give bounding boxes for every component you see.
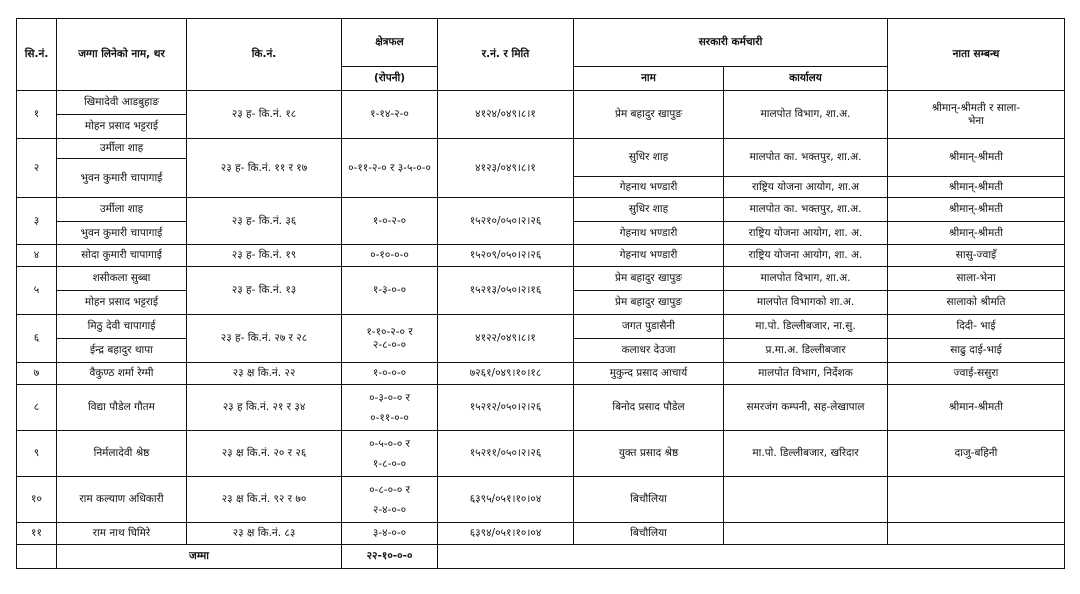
- cell-kitta: २३ ह- कि.नं. १८: [187, 91, 342, 139]
- cell-name: ईन्द्र बहादुर थापा: [57, 339, 187, 363]
- cell-relation: श्रीमान्-श्रीमती र साला-भेना: [888, 91, 1065, 139]
- cell-relation: दिदी- भाई: [888, 315, 1065, 339]
- cell-area: ०-११-२-० र ३-५-०-०: [342, 139, 438, 198]
- cell-reg: १५२१३/०५०।२।१६: [438, 267, 574, 315]
- cell-reg: ४१२२/०४९।८।१: [438, 315, 574, 363]
- cell-emp-office: मा.पो. डिल्लीबजार, खरिदार: [724, 431, 888, 477]
- cell-area: १-०-२-०: [342, 198, 438, 245]
- cell-name: निर्मलादेवी श्रेष्ठ: [57, 431, 187, 477]
- cell-reg: १५२१२/०५०।२।२६: [438, 385, 574, 431]
- header-kitta: कि.नं.: [187, 19, 342, 91]
- cell-emp-name: मुकुन्द प्रसाद आचार्य: [574, 363, 724, 385]
- cell-emp-office: मालपोत विभाग, शा.अ.: [724, 91, 888, 139]
- cell-relation: श्रीमान्-श्रीमती: [888, 177, 1065, 198]
- cell-area: १-१४-२-०: [342, 91, 438, 139]
- cell-kitta: २३ क्ष कि.नं. २० र २६: [187, 431, 342, 477]
- cell-emp-name: सुधिर शाह: [574, 139, 724, 177]
- cell-emp-office: मा.पो. डिल्लीबजार, ना.सु.: [724, 315, 888, 339]
- cell-reg: ७२६१/०४९।१०।१८: [438, 363, 574, 385]
- cell-sn: ९: [17, 431, 57, 477]
- cell-relation: सासु-ज्वाइँ: [888, 245, 1065, 267]
- cell-emp-office: राष्ट्रिय योजना आयोग, शा.अ: [724, 177, 888, 198]
- table-row: [17, 198, 1065, 222]
- cell-relation: ज्वाई-ससुरा: [888, 363, 1065, 385]
- cell-name: मोहन प्रसाद भट्टराई: [57, 115, 187, 139]
- cell-kitta: २३ ह- कि.नं. २७ र २८: [187, 315, 342, 363]
- cell-sn: १: [17, 91, 57, 139]
- cell-name: मोहन प्रसाद भट्टराई: [57, 291, 187, 315]
- cell-name: सोदा कुमारी चापागाई: [57, 245, 187, 267]
- area-line: २-४-०-०: [372, 503, 407, 516]
- cell-sn: ११: [17, 523, 57, 545]
- cell-emp-name: प्रेम बहादुर खापुङ: [574, 91, 724, 139]
- header-area: क्षेत्रफल: [342, 19, 438, 67]
- header-relation: नाता सम्बन्ध: [888, 19, 1065, 91]
- cell-reg: ६३९५/०५१।१०।०४: [438, 477, 574, 523]
- header-employee: सरकारी कर्मचारी: [574, 19, 888, 67]
- cell-sn: ३: [17, 198, 57, 245]
- cell-kitta: २३ क्ष कि.नं. २२: [187, 363, 342, 385]
- cell-relation: [888, 523, 1065, 545]
- cell-sn: २: [17, 139, 57, 198]
- cell-sn: ५: [17, 267, 57, 315]
- total-row: [17, 545, 1065, 569]
- cell-emp-name: गेहनाथ भण्डारी: [574, 245, 724, 267]
- cell-kitta: २३ क्ष कि.नं. ९२ र ७०: [187, 477, 342, 523]
- header-emp-name: नाम: [574, 67, 724, 91]
- land-records-table: [16, 18, 1065, 569]
- cell-emp-office: मालपोत विभागको शा.अ.: [724, 291, 888, 315]
- cell-sn: १०: [17, 477, 57, 523]
- cell-area: ३-४-०-०: [342, 523, 438, 545]
- table-row: [17, 385, 1065, 431]
- header-area-unit: (रोपनी): [342, 67, 438, 91]
- cell-name: राम कल्याण अधिकारी: [57, 477, 187, 523]
- cell-emp-office: मालपोत का. भक्तपुर, शा.अ.: [724, 139, 888, 177]
- cell-emp-office: [724, 523, 888, 545]
- cell-name: खिमादेवी आडबुहाङ: [57, 91, 187, 115]
- cell-emp-name: बिचौलिया: [574, 477, 724, 523]
- cell-name: भुवन कुमारी चापागाई: [57, 159, 187, 198]
- cell-emp-office: मालपोत विभाग, शा.अ.: [724, 267, 888, 291]
- cell-reg: १५२१०/०५०।२।२६: [438, 198, 574, 245]
- cell-relation: साढु दाई-भाई: [888, 339, 1065, 363]
- cell-emp-office: समरजंग कम्पनी, सह-लेखापाल: [724, 385, 888, 431]
- table-row: [17, 139, 1065, 159]
- cell-kitta: २३ ह- कि.नं. १३: [187, 267, 342, 315]
- cell-sn: [17, 545, 57, 569]
- header-reg: र.नं. र मिति: [438, 19, 574, 91]
- area-line: १-८-०-०: [372, 457, 407, 470]
- cell-emp-office: मालपोत का. भक्तपुर, शा.अ.: [724, 198, 888, 222]
- table-row: [17, 523, 1065, 545]
- cell-kitta: २३ क्ष कि.नं. ८३: [187, 523, 342, 545]
- cell-area: [342, 385, 438, 431]
- cell-reg: १५२०९/०५०।२।२६: [438, 245, 574, 267]
- cell-name: राम नाथ घिमिरे: [57, 523, 187, 545]
- cell-emp-office: राष्ट्रिय योजना आयोग, शा. अ.: [724, 245, 888, 267]
- cell-emp-name: गेहनाथ भण्डारी: [574, 177, 724, 198]
- cell-sn: ४: [17, 245, 57, 267]
- cell-area: १-१०-२-० र २-८-०-०: [342, 315, 438, 363]
- cell-relation: दाजु-बहिनी: [888, 431, 1065, 477]
- cell-relation: सालाको श्रीमति: [888, 291, 1065, 315]
- cell-sn: ६: [17, 315, 57, 363]
- cell-relation: [888, 477, 1065, 523]
- cell-emp-office: राष्ट्रिय योजना आयोग, शा. अ.: [724, 222, 888, 245]
- cell-kitta: २३ ह- कि.नं. १९: [187, 245, 342, 267]
- area-line: ०-५-०-० र: [369, 437, 410, 450]
- cell-area: ०-१०-०-०: [342, 245, 438, 267]
- cell-reg: १५२११/०५०।२।२६: [438, 431, 574, 477]
- header-emp-office: कार्यालय: [724, 67, 888, 91]
- cell-name: शसीकला सुब्बा: [57, 267, 187, 291]
- cell-emp-name: प्रेम बहादुर खापुङ: [574, 267, 724, 291]
- area-line: ०-३-०-० र: [369, 391, 410, 404]
- cell-emp-name: प्रेम बहादुर खापुङ: [574, 291, 724, 315]
- cell-emp-name: कलाधर देउजा: [574, 339, 724, 363]
- cell-relation: साला-भेना: [888, 267, 1065, 291]
- cell-emp-name: सुधिर शाह: [574, 198, 724, 222]
- area-line: ०-८-०-० र: [369, 483, 410, 496]
- cell-emp-office: प्र.मा.अ. डिल्लीबजार: [724, 339, 888, 363]
- table-row: [17, 431, 1065, 477]
- table-row: [17, 477, 1065, 523]
- cell-relation: श्रीमान-श्रीमती: [888, 385, 1065, 431]
- cell-relation: श्रीमान्-श्रीमती: [888, 198, 1065, 222]
- total-area: २२-१०-०-०: [342, 545, 438, 569]
- cell-emp-office: मालपोत विभाग, निर्देशक: [724, 363, 888, 385]
- header-name: जग्गा लिनेको नाम, थर: [57, 19, 187, 91]
- area-line: ०-११-०-०: [370, 411, 409, 424]
- cell-sn: ७: [17, 363, 57, 385]
- cell-sn: ८: [17, 385, 57, 431]
- table-row: [17, 315, 1065, 339]
- cell-emp-name: बिनोद प्रसाद पौडेल: [574, 385, 724, 431]
- table-row: [17, 245, 1065, 267]
- cell-kitta: २३ ह- कि.नं. ३६: [187, 198, 342, 245]
- cell-area: [342, 477, 438, 523]
- cell-name: उर्मीला शाह: [57, 198, 187, 222]
- header-sn: सि.नं.: [17, 19, 57, 91]
- cell-name: वैकुण्ठ शर्मा रेग्मी: [57, 363, 187, 385]
- cell-kitta: २३ ह कि.नं. २१ र ३४: [187, 385, 342, 431]
- table-row: [17, 91, 1065, 115]
- cell-name: मिठु देवी चापागाई: [57, 315, 187, 339]
- cell-reg: ४१२३/०४९।८।१: [438, 139, 574, 198]
- cell-emp-name: युक्त प्रसाद श्रेष्ठ: [574, 431, 724, 477]
- cell-kitta: २३ ह- कि.नं. ११ र १७: [187, 139, 342, 198]
- cell-area: १-३-०-०: [342, 267, 438, 315]
- cell-area: [342, 431, 438, 477]
- cell-emp-office: [724, 477, 888, 523]
- total-label: जम्मा: [57, 545, 342, 569]
- cell-area: १-०-०-०: [342, 363, 438, 385]
- cell-emp-name: जगत पुडासैनी: [574, 315, 724, 339]
- cell-name: भुवन कुमारी चापागाई: [57, 222, 187, 245]
- cell-reg: ४१२४/०४९।८।१: [438, 91, 574, 139]
- cell-emp-name: बिचौलिया: [574, 523, 724, 545]
- cell-relation: श्रीमान्-श्रीमती: [888, 222, 1065, 245]
- cell-emp-name: गेहनाथ भण्डारी: [574, 222, 724, 245]
- cell-name: विद्या पौडेल गौतम: [57, 385, 187, 431]
- total-blank: [438, 545, 1065, 569]
- cell-reg: ६३९४/०५१।१०।०४: [438, 523, 574, 545]
- table-row: [17, 267, 1065, 291]
- cell-relation: श्रीमान्-श्रीमती: [888, 139, 1065, 177]
- cell-name: उर्मीला शाह: [57, 139, 187, 159]
- table-row: [17, 363, 1065, 385]
